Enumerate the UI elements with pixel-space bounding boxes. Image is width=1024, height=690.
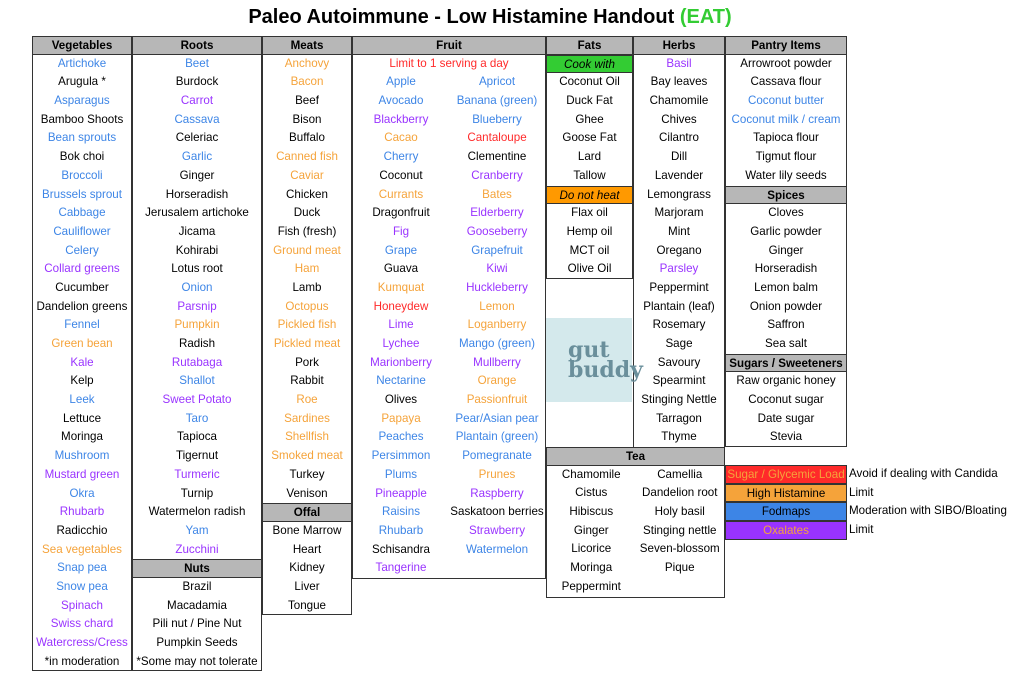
meat-item: Octopus xyxy=(262,298,352,317)
herb-item: Stinging Nettle xyxy=(633,391,725,410)
meat-item: Caviar xyxy=(262,167,352,186)
root-item: Celeriac xyxy=(132,129,262,148)
fruit-item: Lime xyxy=(388,318,414,332)
meat-item: Smoked meat xyxy=(262,447,352,466)
root-item: Cassava xyxy=(132,111,262,130)
fruit-item: Kiwi xyxy=(486,262,508,276)
fruit-row xyxy=(352,242,546,261)
fruit-item: Grapefruit xyxy=(471,243,523,257)
spice-header: Spices xyxy=(725,186,847,205)
vegetable-item: *in moderation xyxy=(32,653,132,672)
fruit-item: Rhubarb xyxy=(378,523,424,537)
cook-with-label: Cook with xyxy=(546,55,633,74)
tea-item: Ginger xyxy=(573,523,609,537)
tea-item xyxy=(636,578,725,597)
legend-description: Limit xyxy=(849,523,874,537)
fat-item: Tallow xyxy=(546,167,633,186)
root-item: Taro xyxy=(132,410,262,429)
meat-item: Ham xyxy=(262,260,352,279)
legend-swatch: Oxalates xyxy=(725,521,847,540)
fruit-row xyxy=(352,148,546,167)
herb-item: Plantain (leaf) xyxy=(633,298,725,317)
root-item: Turmeric xyxy=(132,466,262,485)
tea-row xyxy=(546,522,725,541)
herb-item: Mint xyxy=(633,223,725,242)
fruit-item: Loganberry xyxy=(467,318,527,332)
herb-item: Bay leaves xyxy=(633,73,725,92)
fat-item: Coconut Oil xyxy=(546,73,633,92)
fruit-item: Grape xyxy=(384,243,418,257)
tea-item: Holy basil xyxy=(654,505,705,519)
nut-item: Brazil xyxy=(132,578,262,597)
legend-swatch: Fodmaps xyxy=(725,502,847,521)
fruit-item: Saskatoon berries xyxy=(450,505,544,519)
vegetable-header: Vegetables xyxy=(32,36,132,55)
spice-item: Saffron xyxy=(725,316,847,335)
root-item: Tigernut xyxy=(132,447,262,466)
fruit-item: Avocado xyxy=(378,94,424,108)
roots-column xyxy=(132,36,262,671)
tea-row xyxy=(546,559,725,578)
fruit-item: Blackberry xyxy=(373,112,429,126)
vegetable-item: Rhubarb xyxy=(32,503,132,522)
root-item: Jicama xyxy=(132,223,262,242)
fruit-row xyxy=(352,466,546,485)
tea-row xyxy=(546,540,725,559)
offal-item: Tongue xyxy=(262,597,352,616)
spice-item: Onion powder xyxy=(725,298,847,317)
pantry-item: Cassava flour xyxy=(725,73,847,92)
vegetable-item: Bean sprouts xyxy=(32,129,132,148)
fruit-row xyxy=(352,522,546,541)
fruit-item: Olives xyxy=(384,393,418,407)
vegetable-item: Cucumber xyxy=(32,279,132,298)
pantry-item: Tapioca flour xyxy=(725,129,847,148)
fruit-header: Fruit xyxy=(352,36,546,55)
logo-line2: buddy xyxy=(568,357,643,383)
fruit-item: Clementine xyxy=(467,150,527,164)
meat-item: Beef xyxy=(262,92,352,111)
fruit-item: Blueberry xyxy=(472,112,522,126)
fruit-row xyxy=(352,503,546,522)
root-item: Carrot xyxy=(132,92,262,111)
meat-item: Turkey xyxy=(262,466,352,485)
tea-item: Stinging nettle xyxy=(643,523,717,537)
herb-item: Savoury xyxy=(633,354,725,373)
root-item: Zucchini xyxy=(132,541,262,560)
herb-item: Chamomile xyxy=(633,92,725,111)
spice-item: Garlic powder xyxy=(725,223,847,242)
pantry-item: Coconut milk / cream xyxy=(725,111,847,130)
herb-item: Sage xyxy=(633,335,725,354)
vegetable-item: Green bean xyxy=(32,335,132,354)
tea-item: Hibiscus xyxy=(569,505,614,519)
meat-item: Pickled fish xyxy=(262,316,352,335)
fruit-item: Coconut xyxy=(379,168,423,182)
fruit-row xyxy=(352,485,546,504)
nut-item: Pumpkin Seeds xyxy=(132,634,262,653)
meat-item: Duck xyxy=(262,204,352,223)
root-item: Sweet Potato xyxy=(132,391,262,410)
root-item: Jerusalem artichoke xyxy=(132,204,262,223)
meat-item: Chicken xyxy=(262,186,352,205)
fruit-item: Apricot xyxy=(478,75,516,89)
fruit-item: Pear/Asian pear xyxy=(455,411,539,425)
root-item: Watermelon radish xyxy=(132,503,262,522)
meat-item: Canned fish xyxy=(262,148,352,167)
offal-item: Heart xyxy=(262,541,352,560)
root-item: Horseradish xyxy=(132,186,262,205)
fruit-item: Watermelon xyxy=(465,542,529,556)
root-item: Beet xyxy=(132,55,262,74)
herb-item: Spearmint xyxy=(633,372,725,391)
vegetable-item: Snow pea xyxy=(32,578,132,597)
herb-item: Lemongrass xyxy=(633,186,725,205)
fruit-item: Guava xyxy=(383,262,419,276)
fat-item: Hemp oil xyxy=(546,223,633,242)
pantry-item: Water lily seeds xyxy=(725,167,847,186)
fruit-item: Raisins xyxy=(381,505,420,519)
fruit-item: Dragonfruit xyxy=(372,206,430,220)
root-item: Garlic xyxy=(132,148,262,167)
fruit-column xyxy=(352,36,546,579)
root-item: Parsnip xyxy=(132,298,262,317)
vegetable-item: Spinach xyxy=(32,597,132,616)
nut-item: *Some may not tolerate xyxy=(132,653,262,672)
fruit-row xyxy=(352,186,546,205)
tea-section xyxy=(546,447,725,598)
nut-item: Pili nut / Pine Nut xyxy=(132,615,262,634)
fruit-item: Tangerine xyxy=(375,561,427,575)
fruit-item: Currants xyxy=(378,187,424,201)
fruit-item: Kumquat xyxy=(377,280,425,294)
meat-item: Shellfish xyxy=(262,428,352,447)
page-title xyxy=(0,6,980,29)
do-not-heat-label: Do not heat xyxy=(546,186,633,205)
root-header: Roots xyxy=(132,36,262,55)
fat-item: Lard xyxy=(546,148,633,167)
fat-item: MCT oil xyxy=(546,242,633,261)
sugar-item: Raw organic honey xyxy=(725,372,847,391)
root-item: Kohirabi xyxy=(132,242,262,261)
fruit-item: Apple xyxy=(386,75,416,89)
vegetable-item: Bamboo Shoots xyxy=(32,111,132,130)
meat-item: Fish (fresh) xyxy=(262,223,352,242)
tea-item: Dandelion root xyxy=(642,486,718,500)
tea-row xyxy=(546,578,725,598)
meat-item: Pork xyxy=(262,354,352,373)
meat-item: Lamb xyxy=(262,279,352,298)
meat-item: Venison xyxy=(262,485,352,504)
tea-item: Chamomile xyxy=(561,467,621,481)
meat-item: Buffalo xyxy=(262,129,352,148)
fruit-item: Nectarine xyxy=(376,374,426,388)
offal-item: Liver xyxy=(262,578,352,597)
fruit-row xyxy=(352,428,546,447)
meats-column xyxy=(262,36,352,615)
fruit-row xyxy=(352,559,546,579)
fruit-row xyxy=(352,260,546,279)
vegetables-column xyxy=(32,36,132,671)
fruit-item: Cherry xyxy=(383,150,419,164)
fruit-row xyxy=(352,335,546,354)
fruit-item: Huckleberry xyxy=(466,280,528,294)
vegetable-item: Bok choi xyxy=(32,148,132,167)
fats-header: Fats xyxy=(546,36,633,55)
herb-item: Dill xyxy=(633,148,725,167)
fruit-row xyxy=(352,223,546,242)
fruit-item: Gooseberry xyxy=(466,224,528,238)
herb-item: Oregano xyxy=(633,242,725,261)
vegetable-item: Leek xyxy=(32,391,132,410)
root-item: Onion xyxy=(132,279,262,298)
herbs-column xyxy=(633,36,725,447)
fruit-item xyxy=(449,559,545,578)
fruit-note: Limit to 1 serving a day xyxy=(352,55,546,74)
meat-item: Bacon xyxy=(262,73,352,92)
root-item: Ginger xyxy=(132,167,262,186)
title-eat: (EAT) xyxy=(679,6,732,28)
vegetable-item: Sea vegetables xyxy=(32,541,132,560)
fruit-row xyxy=(352,279,546,298)
meat-item: Ground meat xyxy=(262,242,352,261)
pantry-column xyxy=(725,36,847,447)
root-item: Turnip xyxy=(132,485,262,504)
fruit-item: Mango (green) xyxy=(458,337,536,350)
tea-item: Peppermint xyxy=(561,579,621,593)
vegetable-item: Cabbage xyxy=(32,204,132,223)
vegetable-item: Brussels sprout xyxy=(32,186,132,205)
fruit-item: Plantain (green) xyxy=(455,430,539,444)
legend-description: Moderation with SIBO/Bloating xyxy=(849,504,1007,518)
vegetable-item: Watercress/Cress xyxy=(32,634,132,653)
meat-item: Anchovy xyxy=(262,55,352,74)
herb-item: Basil xyxy=(633,55,725,74)
tea-header: Tea xyxy=(546,447,725,466)
root-item: Radish xyxy=(132,335,262,354)
vegetable-item: Kelp xyxy=(32,372,132,391)
tea-row xyxy=(546,466,725,485)
spice-item: Cloves xyxy=(725,204,847,223)
meat-item: Roe xyxy=(262,391,352,410)
pantry-header: Pantry Items xyxy=(725,36,847,55)
vegetable-item: Okra xyxy=(32,485,132,504)
vegetable-item: Mustard green xyxy=(32,466,132,485)
fruit-item: Fig xyxy=(392,224,410,238)
vegetable-item: Swiss chard xyxy=(32,615,132,634)
fruit-row xyxy=(352,354,546,373)
sugar-item: Stevia xyxy=(725,428,847,447)
fruit-item: Strawberry xyxy=(468,523,526,537)
fruit-item: Mullberry xyxy=(473,355,521,369)
fruit-item: Pomegranate xyxy=(462,449,532,463)
fruit-row xyxy=(352,316,546,335)
herb-item: Thyme xyxy=(633,428,725,447)
fruit-item: Cantaloupe xyxy=(467,131,527,145)
root-item: Rutabaga xyxy=(132,354,262,373)
vegetable-item: Cauliflower xyxy=(32,223,132,242)
tea-item: Pique xyxy=(664,561,695,575)
tea-item: Cistus xyxy=(575,486,608,500)
fruit-row xyxy=(352,391,546,410)
fat-item: Goose Fat xyxy=(546,129,633,148)
nut-item: Macadamia xyxy=(132,597,262,616)
vegetable-item: Celery xyxy=(32,242,132,261)
offal-item: Bone Marrow xyxy=(262,522,352,541)
spice-item: Ginger xyxy=(725,242,847,261)
meat-item: Bison xyxy=(262,111,352,130)
fruit-item: Bates xyxy=(482,187,512,201)
sugar-item: Date sugar xyxy=(725,410,847,429)
fruit-row xyxy=(352,111,546,130)
vegetable-item: Arugula * xyxy=(32,73,132,92)
pantry-item: Tigmut flour xyxy=(725,148,847,167)
fats-column xyxy=(546,36,633,279)
logo-line1: gut xyxy=(568,337,610,363)
vegetable-item: Mushroom xyxy=(32,447,132,466)
fruit-row xyxy=(352,298,546,317)
fruit-item: Lemon xyxy=(479,299,515,313)
title-main: Paleo Autoimmune - Low Histamine Handout xyxy=(248,6,675,28)
pantry-item: Arrowroot powder xyxy=(725,55,847,74)
root-item: Yam xyxy=(132,522,262,541)
tea-row xyxy=(546,503,725,522)
herb-item: Peppermint xyxy=(633,279,725,298)
vegetable-item: Dandelion greens xyxy=(32,298,132,317)
fruit-item: Orange xyxy=(477,374,517,388)
fruit-row xyxy=(352,204,546,223)
fruit-item: Pineapple xyxy=(375,486,427,500)
gut-buddy-logo xyxy=(546,318,643,402)
fruit-item: Raspberry xyxy=(470,486,524,500)
vegetable-item: Snap pea xyxy=(32,559,132,578)
legend-swatch: Sugar / Glycemic Load xyxy=(725,465,847,484)
root-item: Shallot xyxy=(132,372,262,391)
vegetable-item: Moringa xyxy=(32,428,132,447)
fruit-item: Elderberry xyxy=(470,206,524,220)
herb-item: Cilantro xyxy=(633,129,725,148)
tea-item: Seven-blossom xyxy=(639,542,720,556)
sugar-header: Sugars / Sweeteners xyxy=(725,354,847,373)
herb-item: Lavender xyxy=(633,167,725,186)
vegetable-item: Fennel xyxy=(32,316,132,335)
legend-description: Avoid if dealing with Candida xyxy=(849,467,998,480)
offal-header: Offal xyxy=(262,503,352,522)
herb-item: Rosemary xyxy=(633,316,725,335)
vegetable-item: Broccoli xyxy=(32,167,132,186)
fruit-item: Cacao xyxy=(384,131,418,145)
spice-item: Horseradish xyxy=(725,260,847,279)
herb-item: Marjoram xyxy=(633,204,725,223)
fruit-row xyxy=(352,410,546,429)
root-item: Lotus root xyxy=(132,260,262,279)
fruit-item: Prunes xyxy=(478,467,516,481)
vegetable-item: Collard greens xyxy=(32,260,132,279)
fruit-item: Banana (green) xyxy=(456,94,538,108)
root-item: Tapioca xyxy=(132,428,262,447)
fruit-row xyxy=(352,129,546,148)
fruit-item: Plums xyxy=(384,467,418,481)
root-item: Burdock xyxy=(132,73,262,92)
fat-item: Olive Oil xyxy=(546,260,633,279)
vegetable-item: Kale xyxy=(32,354,132,373)
fruit-item: Persimmon xyxy=(371,449,431,463)
fruit-item: Marionberry xyxy=(370,355,432,369)
fruit-item: Schisandra xyxy=(371,542,430,556)
legend-swatch: High Histamine xyxy=(725,484,847,503)
meat-header: Meats xyxy=(262,36,352,55)
fruit-row xyxy=(352,447,546,466)
fruit-item: Peaches xyxy=(378,430,424,444)
nut-header: Nuts xyxy=(132,559,262,578)
root-item: Pumpkin xyxy=(132,316,262,335)
fruit-row xyxy=(352,541,546,560)
herb-header: Herbs xyxy=(633,36,725,55)
fat-item: Flax oil xyxy=(546,204,633,223)
fruit-item: Cranberry xyxy=(471,168,523,182)
logo-text xyxy=(568,337,643,383)
offal-item: Kidney xyxy=(262,559,352,578)
tea-row xyxy=(546,484,725,503)
fat-item: Duck Fat xyxy=(546,92,633,111)
spice-item: Sea salt xyxy=(725,335,847,354)
spice-item: Lemon balm xyxy=(725,279,847,298)
herb-item: Tarragon xyxy=(633,410,725,429)
vegetable-item: Artichoke xyxy=(32,55,132,74)
fruit-item: Honeydew xyxy=(373,299,429,313)
herb-item: Chives xyxy=(633,111,725,130)
tea-item: Camellia xyxy=(657,467,703,481)
vegetable-item: Lettuce xyxy=(32,410,132,429)
vegetable-item: Radicchio xyxy=(32,522,132,541)
fruit-item: Passionfruit xyxy=(466,393,528,407)
fruit-row xyxy=(352,92,546,111)
fruit-row xyxy=(352,167,546,186)
fat-item: Ghee xyxy=(546,111,633,130)
meat-item: Rabbit xyxy=(262,372,352,391)
herb-item: Parsley xyxy=(633,260,725,279)
vegetable-item: Asparagus xyxy=(32,92,132,111)
tea-item: Moringa xyxy=(570,561,613,575)
tea-item: Licorice xyxy=(571,542,612,556)
legend-description: Limit xyxy=(849,485,874,499)
fruit-row xyxy=(352,73,546,92)
sugar-item: Coconut sugar xyxy=(725,391,847,410)
fruit-item: Lychee xyxy=(382,337,420,350)
meat-item: Sardines xyxy=(262,410,352,429)
fruit-item: Papaya xyxy=(381,411,421,425)
fruit-row xyxy=(352,372,546,391)
meat-item: Pickled meat xyxy=(262,335,352,354)
pantry-item: Coconut butter xyxy=(725,92,847,111)
